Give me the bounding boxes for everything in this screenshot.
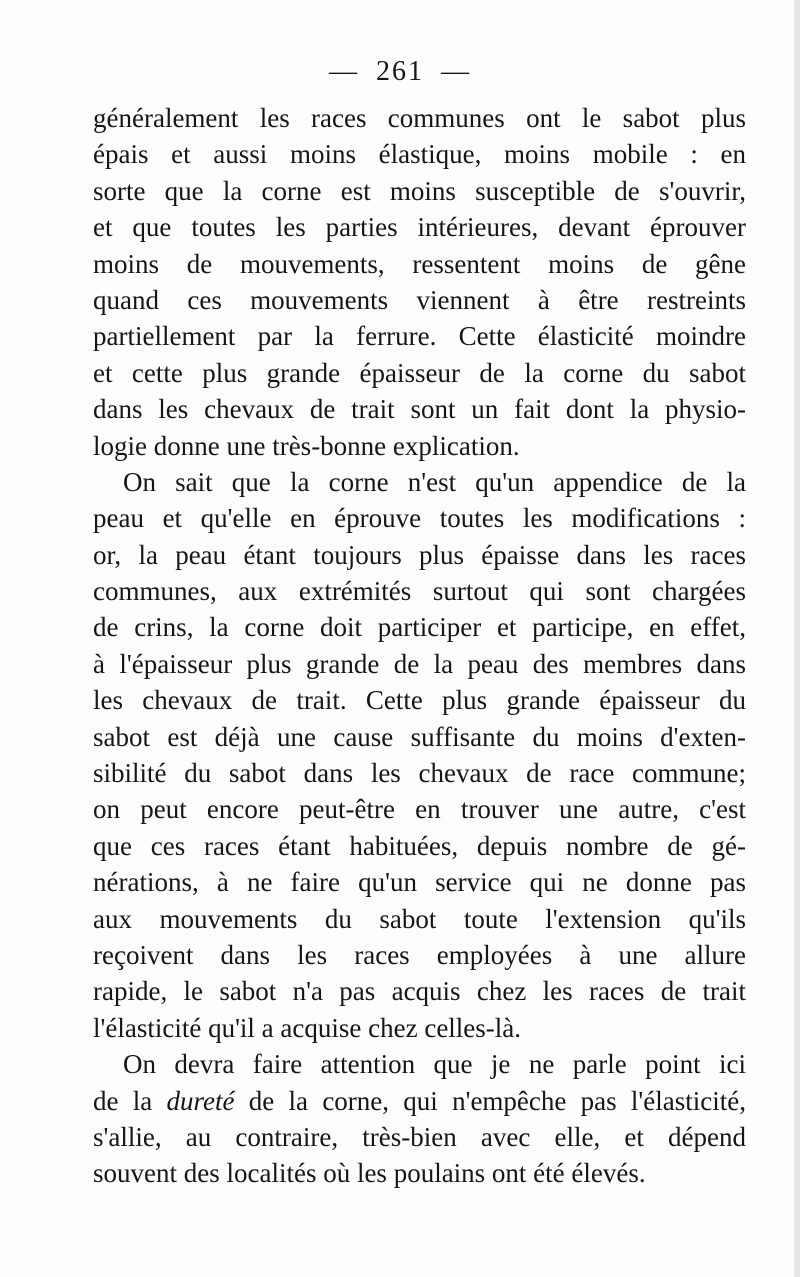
text-line: sabot est déjà une cause suffisante du moins d'exten- <box>93 721 746 752</box>
italic-word: dureté <box>166 1085 235 1116</box>
text-line: quand ces mouvements viennent à être restreints <box>93 284 746 315</box>
text-line: dans les chevaux de trait sont un fait dont la physio- <box>93 394 746 425</box>
text-line: sorte que la corne est moins susceptible de s'ouvrir, <box>93 175 746 206</box>
page-edge <box>794 0 800 1277</box>
text-line: l'élasticité qu'il a acquise chez celles-là. <box>93 1012 522 1043</box>
text-line: communes, aux extrémités surtout qui sont chargées <box>93 576 746 607</box>
page-header <box>0 56 800 88</box>
text-line: reçoivent dans les races employées à une allure <box>93 939 746 970</box>
text-line-with-italic <box>93 1083 746 1119</box>
text-line: que ces races étant habituées, depuis nombre de gé- <box>93 830 746 861</box>
text-line: logie donne une très-bonne explication. <box>93 430 520 461</box>
text-line: nérations, à ne faire qu'un service qui ne donne pas <box>93 867 746 898</box>
text-line: sibilité du sabot dans les chevaux de race commune; <box>93 758 746 789</box>
text-line: et que toutes les parties intérieures, devant éprouver <box>93 212 746 243</box>
text-line: à l'épaisseur plus grande de la peau des membres dans <box>93 648 746 679</box>
body-text <box>93 100 746 1192</box>
text-line: on peut encore peut-être en trouver une autre, c'est <box>93 794 746 825</box>
text-line: On devra faire attention que je ne parle point ici <box>123 1049 746 1080</box>
text-line: les chevaux de trait. Cette plus grande épaisseur du <box>93 685 746 716</box>
text-line: rapide, le sabot n'a pas acquis chez les races de trait <box>93 976 746 1007</box>
text-line: souvent des localités où les poulains ont été élevés. <box>93 1158 646 1189</box>
text-line: s'allie, au contraire, très-bien avec elle, et dépend <box>93 1121 746 1152</box>
text-line: épais et aussi moins élastique, moins mobile : en <box>93 139 746 170</box>
text-line: de crins, la corne doit participer et participe, en effet, <box>93 612 746 643</box>
text-line: peau et qu'elle en éprouve toutes les modifications : <box>93 503 746 534</box>
text-line: partiellement par la ferrure. Cette élasticité moindre <box>93 321 746 352</box>
text-line: et cette plus grande épaisseur de la corne du sabot <box>93 357 746 388</box>
text-line: moins de mouvements, ressentent moins de gêne <box>93 248 746 279</box>
text-line: or, la peau étant toujours plus épaisse dans les races <box>93 539 746 570</box>
text-segment: de la <box>93 1085 167 1116</box>
text-segment: de la corne, qui n'empêche pas l'élasticité, <box>234 1085 746 1116</box>
text-line: aux mouvements du sabot toute l'extension qu'ils <box>93 903 746 934</box>
page-number: 261 <box>376 56 424 87</box>
header-dash-left: — <box>329 56 359 87</box>
header-dash-right: — <box>441 56 471 87</box>
text-line: On sait que la corne n'est qu'un appendice de la <box>123 466 746 497</box>
text-line: généralement les races communes ont le sabot plus <box>93 103 746 133</box>
